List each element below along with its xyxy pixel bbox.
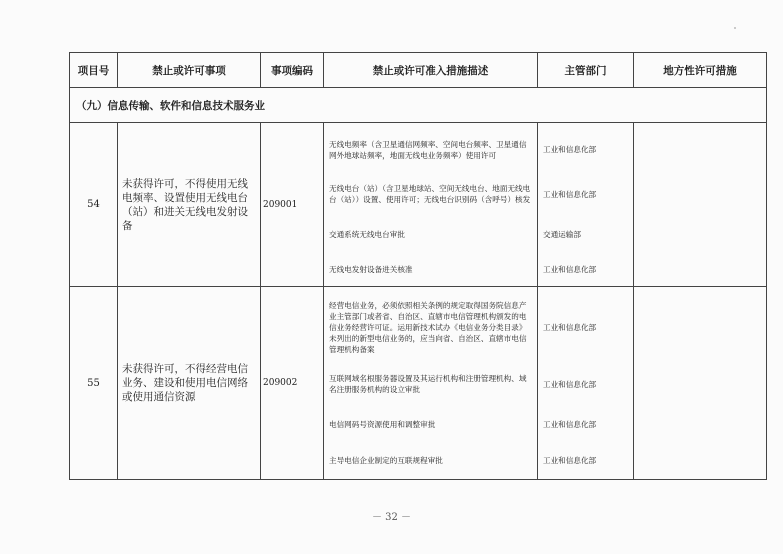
department: 工业和信息化部	[543, 264, 597, 274]
header-row	[70, 53, 767, 88]
departments-cell	[538, 287, 634, 480]
item-number: 54	[70, 123, 118, 287]
header-department: 主管部门	[538, 53, 634, 88]
scan-speck	[734, 27, 736, 29]
departments-cell	[538, 123, 634, 287]
section-title: （九）信息传输、软件和信息技术服务业	[70, 88, 767, 123]
department: 工业和信息化部	[543, 456, 597, 465]
department: 工业和信息化部	[543, 145, 597, 154]
measure-desc: 电信网码号资源使用和调整审批	[329, 419, 436, 429]
local-measure	[634, 287, 767, 480]
measures-cell	[324, 123, 538, 287]
item-code: 209001	[261, 123, 324, 287]
table-row	[70, 287, 767, 480]
item-code: 209002	[261, 287, 324, 480]
measure-desc: 经营电信业务，必须依照相关条例的规定取得国务院信息产业主管部门或者省、自治区、直辖市电信管理机构颁发的电信业务经营许可证。运用新技术试办《电信业务分类目录》未列出的新型电信业务的，应当向省、自治区、直辖市电信管理机构备案	[329, 300, 527, 354]
item-text: 未获得许可，不得经营电信业务、建设和使用电信网络或使用通信资源	[118, 287, 261, 480]
department: 工业和信息化部	[543, 419, 597, 429]
department: 工业和信息化部	[543, 379, 597, 389]
department: 工业和信息化部	[543, 189, 597, 199]
department: 交通运输部	[543, 229, 581, 239]
header-item: 禁止或许可事项	[118, 53, 261, 88]
item-text: 未获得许可，不得使用无线电频率、设置使用无线电台（站）和进关无线电发射设备	[118, 123, 261, 287]
table-row	[70, 123, 767, 287]
local-measure	[634, 123, 767, 287]
header-item-code: 事项编码	[261, 53, 324, 88]
section-row	[70, 88, 767, 123]
department: 工业和信息化部	[543, 322, 597, 332]
measure-desc: 无线电频率（含卫星通信网频率、空间电台频率、卫星通信网外地球站频率，地面无线电业务频率）使用许可	[329, 139, 527, 160]
page-number: － 32 －	[371, 512, 412, 523]
header-measure-description: 禁止或许可准入措施描述	[324, 53, 538, 88]
measure-desc: 交通系统无线电台审批	[329, 229, 405, 239]
measures-cell	[324, 287, 538, 480]
measure-desc: 主导电信企业制定的互联规程审批	[329, 456, 443, 465]
measure-desc: 互联网域名根服务器设置及其运行机构和注册管理机构、域名注册服务机构的设立审批	[329, 374, 527, 394]
measure-desc: 无线电台（站）（含卫星地球站、空间无线电台、地面无线电台（站））设置、使用许可；无线电台识别码（含呼号）核发	[329, 184, 531, 204]
permit-measures-table	[69, 52, 767, 480]
measure-desc: 无线电发射设备进关核准	[329, 264, 413, 274]
item-number: 55	[70, 287, 118, 480]
header-item-number: 项目号	[70, 53, 118, 88]
header-local-measure: 地方性许可措施	[634, 53, 767, 88]
